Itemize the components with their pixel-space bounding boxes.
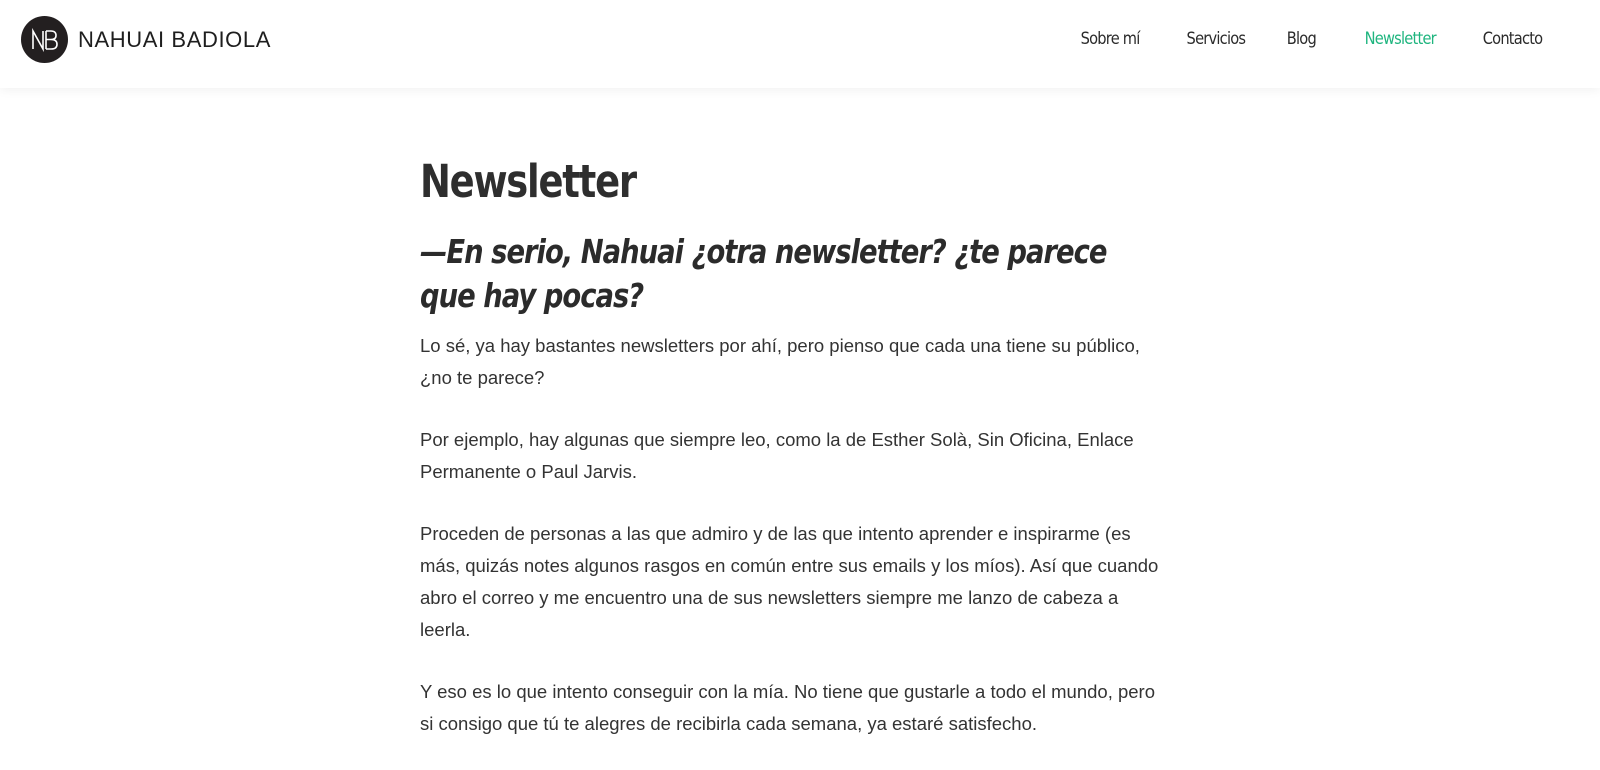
nav-link-sobre-mi[interactable]: Sobre mí bbox=[1080, 29, 1140, 49]
article-body bbox=[420, 330, 1160, 740]
paragraph-3: Proceden de personas a las que admiro y de las que intento aprender e inspirarme (es más, quizás notes algunos rasgos en común entre sus emails y los míos). Así que cuando abro el correo y me encuentro una de sus newsletters siempre me lanzo de cabeza a leerla. bbox=[420, 523, 1159, 640]
site-header bbox=[0, 0, 1600, 88]
nav-link-servicios[interactable]: Servicios bbox=[1186, 29, 1245, 49]
main-nav bbox=[1034, 0, 1542, 78]
paragraph-2: Por ejemplo, hay algunas que siempre leo, como la de Esther Solà, Sin Oficina, Enlace Permanente o Paul Jarvis. bbox=[420, 429, 1134, 482]
site-logo-link[interactable] bbox=[21, 16, 271, 63]
nav-link-newsletter[interactable]: Newsletter bbox=[1364, 29, 1436, 49]
page-subtitle: —En serio, Nahuai ¿otra newsletter? ¿te parece que hay pocas? bbox=[420, 232, 1107, 315]
paragraph-4: Y eso es lo que intento conseguir con la mía. No tiene que gustarle a todo el mundo, pero si consigo que tú te alegres de recibirla cada semana, ya estaré satisfecho. bbox=[420, 681, 1155, 734]
nav-link-blog[interactable]: Blog bbox=[1286, 29, 1316, 49]
paragraph-1: Lo sé, ya hay bastantes newsletters por ahí, pero pienso que cada una tiene su público, ¿no te parece? bbox=[420, 335, 1140, 388]
main-content bbox=[420, 150, 1160, 770]
nav-link-contacto[interactable]: Contacto bbox=[1482, 29, 1542, 49]
logo-monogram-icon bbox=[21, 16, 68, 63]
site-name: NAHUAI BADIOLA bbox=[78, 26, 272, 52]
page-title: Newsletter bbox=[420, 155, 636, 208]
